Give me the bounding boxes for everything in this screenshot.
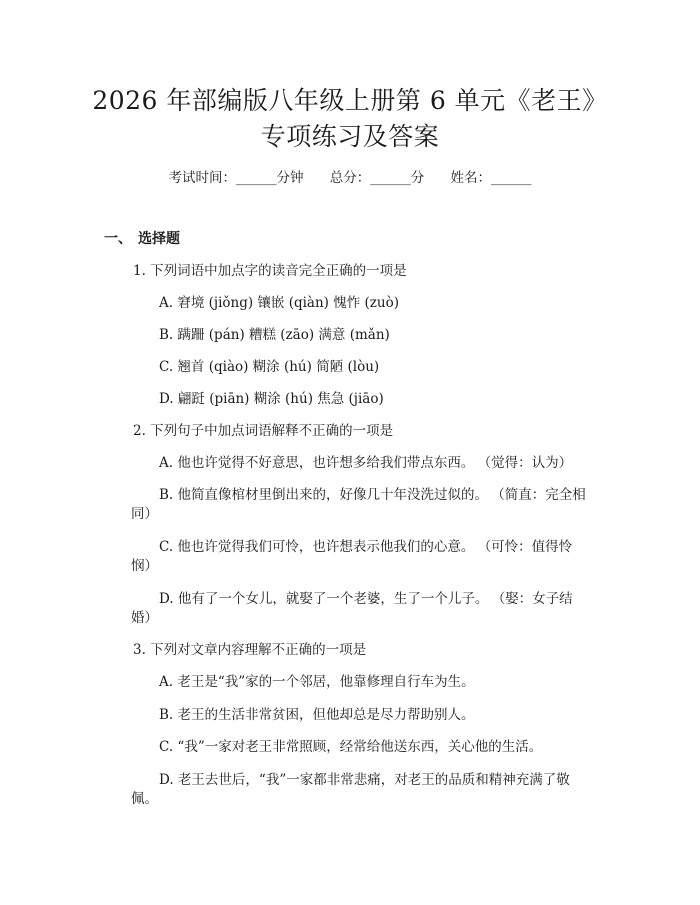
document-title-line-1: 2026 年部编版八年级上册第 6 单元《老王》 [92,86,608,115]
question-3-stem: 3. 下列对文章内容理解不正确的一项是 [133,642,367,658]
student-name-field: 姓名：______ [450,170,532,186]
question-1-option-a: A. 窘境 (jiǒng) 镶嵌 (qiàn) 愧怍 (zuò) [159,295,399,311]
question-3-option-d: D. 老王去世后，“我”一家都非常悲痛，对老王的品质和精神充满了敬 [159,772,570,788]
question-2-option-a [159,453,572,473]
total-score-field: 总分：______分 [329,170,425,186]
question-1-option-d: D. 翩跹 (piān) 糊涂 (hú) 焦急 (jiāo) [159,391,384,407]
exam-meta-line [0,168,700,188]
question-2-option-b [159,485,586,505]
question-2-option-d-continuation: 婚） [131,610,158,626]
document-title-line-2: 专项练习及答案 [260,122,440,151]
question-1-stem: 1. 下列词语中加点字的读音完全正确的一项是 [133,263,407,279]
option-text: B. 他简直像棺材里倒出来的，好像几十年没洗过似的。 [159,487,489,503]
question-2-option-b-continuation: 同） [131,506,158,522]
question-3-option-a: A. 老王是“我”家的一个邻居，他靠修理自行车为生。 [159,674,475,690]
option-note: （觉得：认为） [484,455,573,471]
option-note: （可怜：值得怜 [484,539,573,555]
question-3-option-d-continuation: 佩。 [131,791,158,807]
option-note: （娶：女子结 [498,591,573,607]
section-heading [104,229,180,249]
section-title: 选择题 [138,231,180,247]
option-text: D. 他有了一个女儿，就娶了一个老婆，生了一个儿子。 [159,591,489,607]
section-number: 一、 [104,231,132,247]
question-3-option-b: B. 老王的生活非常贫困，但他却总是尽力帮助别人。 [159,707,475,723]
question-2-option-c-continuation: 悯） [131,558,158,574]
question-2-stem: 2. 下列句子中加点词语解释不正确的一项是 [133,423,394,439]
option-text: A. 他也许觉得不好意思，也许想多给我们带点东西。 [159,455,475,471]
option-note: （简直：完全相 [498,487,586,503]
question-2-option-d [159,589,573,609]
question-1-option-c: C. 翘首 (qiào) 糊涂 (hú) 简陋 (lòu) [159,359,380,375]
question-3-option-c: C. “我”一家对老王非常照顾，经常给他送东西，关心他的生活。 [159,739,543,755]
question-1-option-b: B. 蹒跚 (pán) 糟糕 (zāo) 满意 (mǎn) [159,327,390,343]
option-text: C. 他也许觉得我们可怜，也许想表示他我们的心意。 [159,539,475,555]
question-2-option-c [159,537,572,557]
exam-time-field: 考试时间：______分钟 [168,170,304,186]
